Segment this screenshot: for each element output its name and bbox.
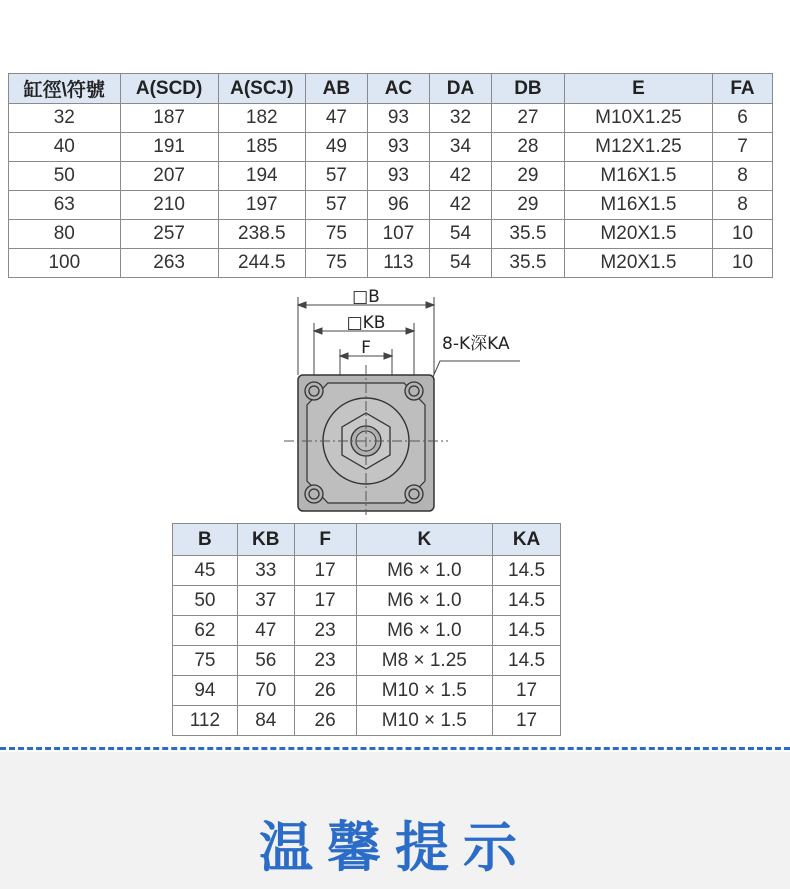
- header-a-scd: A(SCD): [120, 74, 218, 104]
- table-cell: 32: [429, 104, 491, 133]
- header-ka: KA: [493, 524, 561, 556]
- table-cell: M12X1.25: [564, 133, 712, 162]
- table-cell: 47: [237, 616, 294, 646]
- table-cell: 29: [491, 191, 564, 220]
- table-cell: 17: [294, 556, 356, 586]
- table-cell: 50: [9, 162, 121, 191]
- table-cell: 26: [294, 706, 356, 736]
- header-e: E: [564, 74, 712, 104]
- header-ab: AB: [305, 74, 367, 104]
- header-k: K: [356, 524, 493, 556]
- table-cell: 75: [305, 220, 367, 249]
- dimension-table-cover: [172, 523, 561, 736]
- table-cell: 32: [9, 104, 121, 133]
- header-fa: FA: [713, 74, 773, 104]
- table-row: [173, 706, 561, 736]
- table-cell: 107: [367, 220, 429, 249]
- table-cell: 45: [173, 556, 238, 586]
- label-f: F: [361, 338, 371, 358]
- header-f: F: [294, 524, 356, 556]
- table-cell: 33: [237, 556, 294, 586]
- table-cell: 63: [9, 191, 121, 220]
- table-cell: 42: [429, 162, 491, 191]
- table-cell: 27: [491, 104, 564, 133]
- table-cell: 54: [429, 249, 491, 278]
- table-cell: 93: [367, 133, 429, 162]
- table-cell: 207: [120, 162, 218, 191]
- table-cell: M8 × 1.25: [356, 646, 493, 676]
- table-cell: 94: [173, 676, 238, 706]
- table-row: [173, 556, 561, 586]
- table-cell: 17: [493, 676, 561, 706]
- header-db: DB: [491, 74, 564, 104]
- table-cell: 56: [237, 646, 294, 676]
- table-header-row: [9, 74, 773, 104]
- table-cell: 14.5: [493, 616, 561, 646]
- table-cell: 17: [493, 706, 561, 736]
- label-k-ka: 8-K深KA: [442, 334, 510, 354]
- table-row: [9, 249, 773, 278]
- table-cell: 14.5: [493, 556, 561, 586]
- table-cell: M20X1.5: [564, 220, 712, 249]
- table-cell: 47: [305, 104, 367, 133]
- cylinder-end-drawing: [280, 283, 540, 519]
- footer-title: 温馨提示: [259, 816, 531, 879]
- table-cell: 8: [713, 191, 773, 220]
- table-cell: 49: [305, 133, 367, 162]
- table-cell: M10X1.25: [564, 104, 712, 133]
- table-cell: 10: [713, 249, 773, 278]
- table-cell: 62: [173, 616, 238, 646]
- table-cell: 263: [120, 249, 218, 278]
- table-row: [9, 133, 773, 162]
- table-row: [173, 586, 561, 616]
- table-cell: 37: [237, 586, 294, 616]
- table-cell: 70: [237, 676, 294, 706]
- header-b: B: [173, 524, 238, 556]
- label-b: □B: [352, 287, 380, 307]
- table-cell: 23: [294, 616, 356, 646]
- table-cell: 35.5: [491, 249, 564, 278]
- table-cell: 182: [218, 104, 305, 133]
- table-cell: 210: [120, 191, 218, 220]
- table-cell: 93: [367, 162, 429, 191]
- table-cell: 26: [294, 676, 356, 706]
- table-cell: 93: [367, 104, 429, 133]
- table-cell: 57: [305, 191, 367, 220]
- table-cell: M6 × 1.0: [356, 586, 493, 616]
- table-cell: 244.5: [218, 249, 305, 278]
- table-row: [9, 220, 773, 249]
- table-cell: 75: [173, 646, 238, 676]
- table-row: [173, 676, 561, 706]
- table-cell: 23: [294, 646, 356, 676]
- table-cell: M6 × 1.0: [356, 616, 493, 646]
- table-cell: M20X1.5: [564, 249, 712, 278]
- table-cell: 96: [367, 191, 429, 220]
- table-row: [9, 104, 773, 133]
- table-row: [9, 162, 773, 191]
- table-cell: 80: [9, 220, 121, 249]
- table-cell: M10 × 1.5: [356, 676, 493, 706]
- table-cell: 14.5: [493, 586, 561, 616]
- table-cell: 197: [218, 191, 305, 220]
- header-kb: KB: [237, 524, 294, 556]
- table-cell: 185: [218, 133, 305, 162]
- table-cell: 187: [120, 104, 218, 133]
- table-cell: 8: [713, 162, 773, 191]
- table-cell: 54: [429, 220, 491, 249]
- table-cell: 35.5: [491, 220, 564, 249]
- table-cell: 14.5: [493, 646, 561, 676]
- header-da: DA: [429, 74, 491, 104]
- table-cell: 238.5: [218, 220, 305, 249]
- table-row: [173, 646, 561, 676]
- table-cell: 75: [305, 249, 367, 278]
- table-cell: 7: [713, 133, 773, 162]
- table-row: [173, 616, 561, 646]
- table-cell: 34: [429, 133, 491, 162]
- table-cell: 194: [218, 162, 305, 191]
- table-cell: 112: [173, 706, 238, 736]
- table-cell: 50: [173, 586, 238, 616]
- table-cell: M6 × 1.0: [356, 556, 493, 586]
- header-ac: AC: [367, 74, 429, 104]
- table-header-row: [173, 524, 561, 556]
- table-cell: 6: [713, 104, 773, 133]
- label-kb: □KB: [346, 313, 386, 333]
- dimension-table-main: [8, 73, 773, 278]
- table-cell: 28: [491, 133, 564, 162]
- table-cell: 42: [429, 191, 491, 220]
- table-cell: 57: [305, 162, 367, 191]
- table-cell: M16X1.5: [564, 162, 712, 191]
- table-cell: 10: [713, 220, 773, 249]
- section-divider: [0, 747, 790, 750]
- header-a-scj: A(SCJ): [218, 74, 305, 104]
- table-cell: 191: [120, 133, 218, 162]
- table-row: [9, 191, 773, 220]
- table-cell: 29: [491, 162, 564, 191]
- table-cell: 84: [237, 706, 294, 736]
- table-cell: 257: [120, 220, 218, 249]
- table-cell: M16X1.5: [564, 191, 712, 220]
- table-cell: 40: [9, 133, 121, 162]
- header-bore-symbol: 缸徑\符號: [9, 74, 121, 104]
- table-cell: M10 × 1.5: [356, 706, 493, 736]
- table-cell: 113: [367, 249, 429, 278]
- table-cell: 100: [9, 249, 121, 278]
- table-cell: 17: [294, 586, 356, 616]
